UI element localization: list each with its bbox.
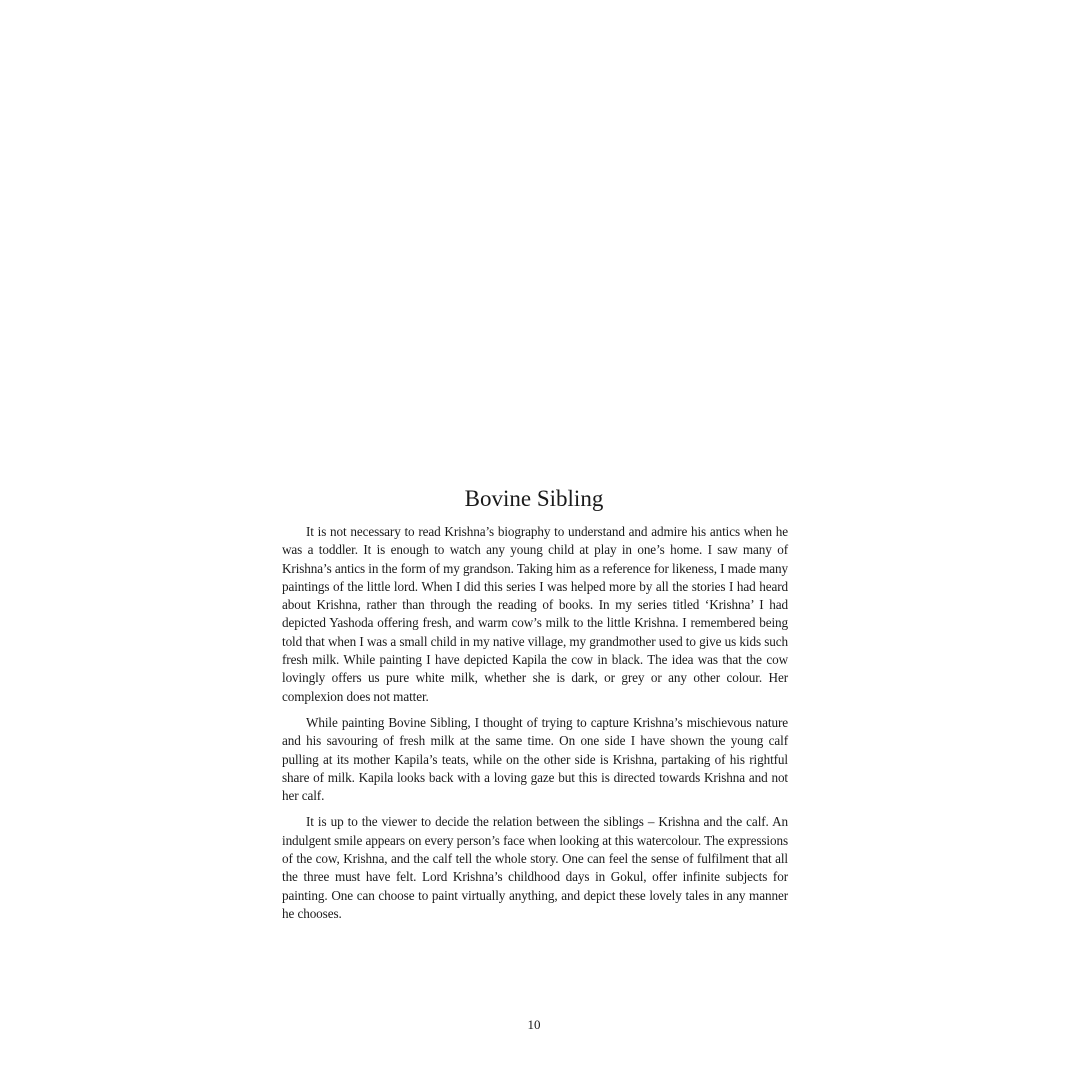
page-title: Bovine Sibling (464, 486, 604, 511)
paragraph-1: It is not necessary to read Krishna’s biography to understand and admire his antics when he was a toddler. It is enough to watch any young child at play in one’s home. I saw many of Krishna’s antics in the form of my grandson. Taking him as a reference for likeness, I made many paintings of the little lord. When I did this series I was helped more by all the stories I had heard about Krishna, rather than through the reading of books. In my series titled ‘Krishna’ I had depicted Yashoda offering fresh, and warm cow’s milk to the little Krishna. I remembered being told that when I was a small child in my native village, my grandmother used to give us kids such fresh milk. While painting I have depicted Kapila the cow in black. The idea was that the cow lovingly offers us pure white milk, whether she is dark, or grey or any other colour. Her complexion does not matter. (282, 524, 788, 704)
paragraph-3: It is up to the viewer to decide the relation between the siblings – Krishna and the calf. An indulgent smile appears on every person’s face when looking at this watercolour. The expressions of the cow, Krishna, and the calf tell the whole story. One can feel the sense of fulfilment that all the three must have felt. Lord Krishna’s childhood days in Gokul, offer infinite subjects for painting. One can choose to paint virtually anything, and depict these lovely tales in any manner he chooses. (282, 814, 788, 921)
body-text (282, 523, 788, 931)
page-number: 10 (527, 1017, 541, 1032)
paragraph-2: While painting Bovine Sibling, I thought of trying to capture Krishna’s mischievous nature and his savouring of fresh milk at the same time. On one side I have shown the young calf pulling at its mother Kapila’s teats, while on the other side is Krishna, partaking of his rightful share of milk. Kapila looks back with a loving gaze but this is directed towards Krishna and not her calf. (282, 714, 788, 804)
